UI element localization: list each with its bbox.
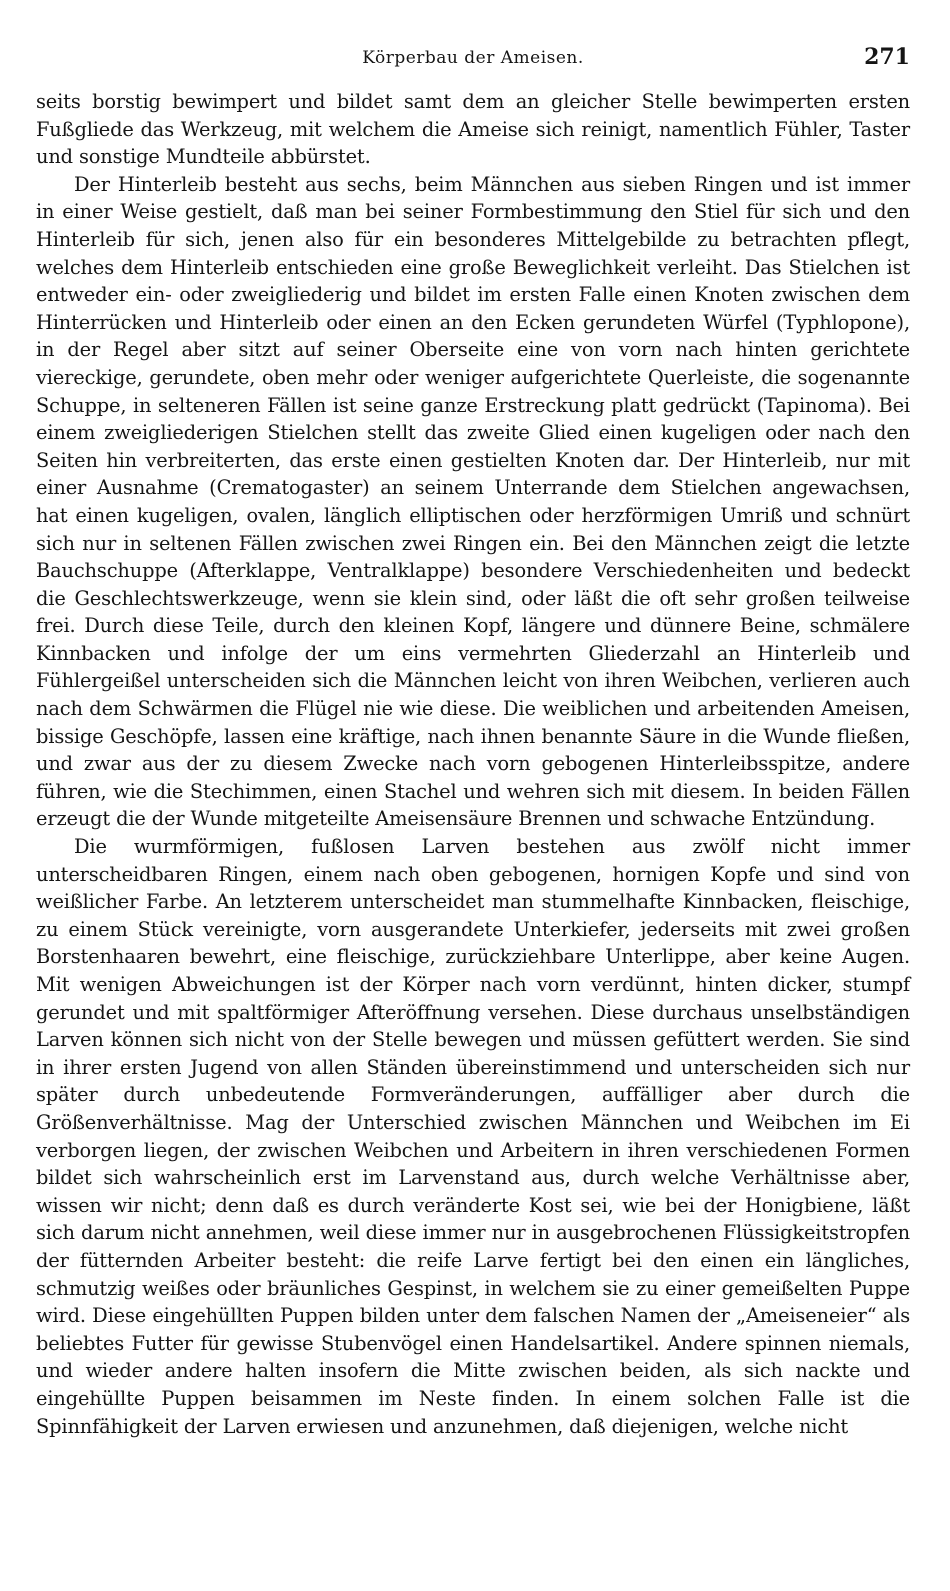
paragraph-hinterleib: Der Hinterleib besteht aus sechs, beim Männchen aus sieben Ringen und ist immer in einer Weise gestielt, daß man bei seiner Formbestimmung den Stiel für sich und den Hinterleib für sich, jenen also für ein besonderes Mittelgebilde zu betrachten pflegt, welches dem Hinterleib entschieden eine große Beweglichkeit verleiht. Das Stielchen ist entweder ein- oder zweigliederig und bildet im ersten Falle einen Knoten zwischen dem Hinterrücken und Hinterleib oder einen an den Ecken gerundeten Würfel (Typhlopone), in der Regel aber sitzt auf seiner Oberseite eine von vorn nach hinten gerichtete viereckige, gerundete, oben mehr oder weniger aufgerichtete Querleiste, die sogenannte Schuppe, in selteneren Fällen ist seine ganze Erstreckung platt gedrückt (Tapinoma). Bei einem zweigliederigen Stielchen stellt das zweite Glied einen kugeligen oder nach den Seiten hin verbreiterten, das erste einen gestielten Knoten dar. Der Hinterleib, nur mit einer Ausnahme (Crematogaster) an seinem Unterrande dem Stielchen angewachsen, hat einen kugeligen, ovalen, länglich elliptischen oder herzförmigen Umriß und schnürt sich nur in seltenen Fällen zwischen zwei Ringen ein. Bei den Männchen zeigt die letzte Bauchschuppe (Afterklappe, Ventralklappe) besondere Verschiedenheiten und bedeckt die Geschlechtswerkzeuge, wenn sie klein sind, oder läßt die oft sehr großen teilweise frei. Durch diese Teile, durch den kleinen Kopf, längere und dünnere Beine, schmälere Kinnbacken und infolge der um eins vermehrten Gliederzahl an Hinterleib und Fühlergeißel unterscheiden sich die Männchen leicht von ihren Weibchen, verlieren auch nach dem Schwärmen die Flügel nie wie diese. Die weiblichen und arbeitenden Ameisen, bissige Geschöpfe, lassen eine kräftige, nach ihnen benannte Säure in die Wunde fließen, und zwar aus der zu diesem Zwecke nach vorn gebogenen Hinterleibsspitze, andere führen, wie die Stechimmen, einen Stachel und wehren sich mit diesem. In beiden Fällen erzeugt die der Wunde mitgeteilte Ameisensäure Brennen und schwache Entzündung. [36, 172, 910, 831]
body-text [36, 88, 910, 1440]
running-title: Körperbau der Ameisen. [362, 48, 584, 68]
paragraph-continued: seits borstig bewimpert und bildet samt dem an gleicher Stelle bewimperten ersten Fußgliede das Werkzeug, mit welchem die Ameise sich reinigt, namentlich Fühler, Taster und sonstige Mundteile abbürstet. [36, 90, 910, 169]
page-number: 271 [864, 44, 910, 70]
running-head [36, 44, 910, 88]
paragraph-larven: Die wurmförmigen, fußlosen Larven bestehen aus zwölf nicht immer unterscheidbaren Ringen, einem nach oben gebogenen, hornigen Kopfe und sind von weißlicher Farbe. An letzterem unterscheidet man stummelhafte Kinnbacken, fleischige, zu einem Stück vereinigte, vorn ausgerandete Unterkiefer, jederseits mit zwei großen Borstenhaaren bewehrt, eine fleischige, zurückziehbare Unterlippe, aber keine Augen. Mit wenigen Abweichungen ist der Körper nach vorn verdünnt, hinten dicker, stumpf gerundet und mit spaltförmiger Afteröffnung versehen. Diese durchaus unselbständigen Larven können sich nicht von der Stelle bewegen und müssen gefüttert werden. Sie sind in ihrer ersten Jugend von allen Ständen übereinstimmend und unterscheiden sich nur später durch unbedeutende Formveränderungen, auffälliger aber durch die Größenverhältnisse. Mag der Unterschied zwischen Männchen und Weibchen im Ei verborgen liegen, der zwischen Weibchen und Arbeitern in ihren verschiedenen Formen bildet sich wahrscheinlich erst im Larvenstand aus, durch welche Verhältnisse aber, wissen wir nicht; denn daß es durch veränderte Kost sei, wie bei der Honigbiene, läßt sich darum nicht annehmen, weil diese immer nur in ausgebrochenen Flüssigkeitstropfen der fütternden Arbeiter besteht: die reife Larve fertigt bei den einen ein längliches, schmutzig weißes oder bräunliches Gespinst, in welchem sie zu einer gemeißelten Puppe wird. Diese eingehüllten Puppen bilden unter dem falschen Namen der „Ameiseneier“ als beliebtes Futter für gewisse Stubenvögel einen Handelsartikel. Andere spinnen niemals, und wieder andere halten insofern die Mitte zwischen beiden, als sich nackte und eingehüllte Puppen beisammen im Neste finden. In einem solchen Falle ist die Spinnfähigkeit der Larven erwiesen und anzunehmen, daß diejenigen, welche nicht [36, 835, 910, 1438]
